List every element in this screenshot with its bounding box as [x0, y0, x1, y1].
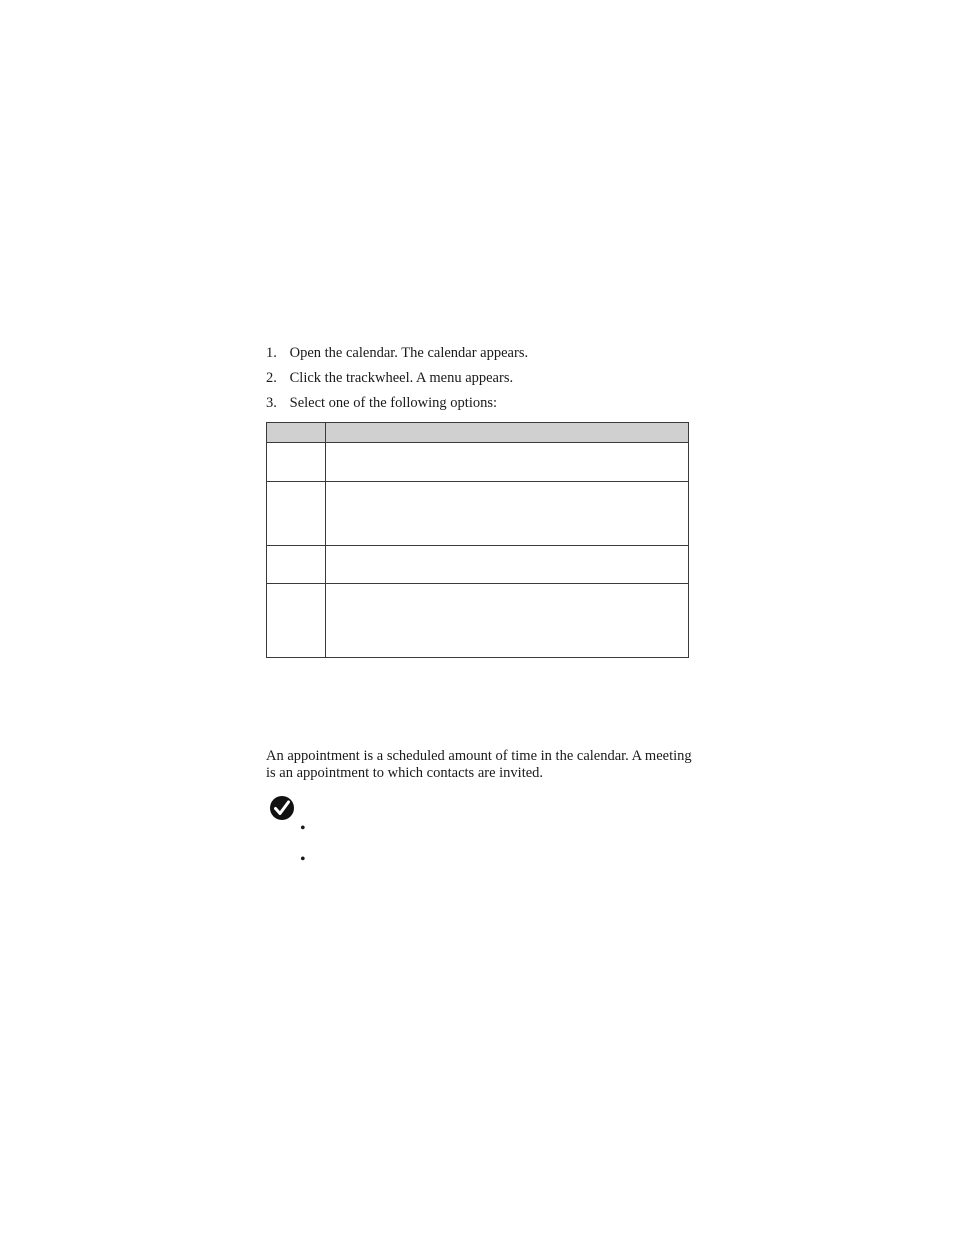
bullet-glyph: •	[300, 820, 306, 837]
step-item	[266, 394, 696, 419]
options-table	[266, 422, 689, 658]
table-row	[267, 584, 689, 658]
procedure-steps	[266, 344, 696, 419]
description-cell	[326, 584, 689, 658]
checkmark-icon	[269, 795, 295, 821]
table-row	[267, 546, 689, 584]
description-cell	[326, 546, 689, 584]
table-row	[267, 443, 689, 482]
description-cell	[326, 482, 689, 546]
step-number: 2.	[266, 370, 277, 386]
option-cell	[267, 443, 326, 482]
list-item	[300, 850, 306, 881]
option-cell	[267, 584, 326, 658]
step-text: Open the calendar. The calendar appears.	[289, 345, 529, 361]
bullet-glyph: •	[300, 851, 306, 868]
description-column-header	[326, 423, 689, 443]
note-list	[300, 819, 306, 881]
step-item	[266, 344, 696, 369]
list-item	[300, 819, 306, 850]
option-cell	[267, 546, 326, 584]
step-text: Click the trackwheel. A menu appears.	[289, 370, 514, 386]
table-row	[267, 482, 689, 546]
step-item	[266, 369, 696, 394]
option-column-header	[267, 423, 326, 443]
description-cell	[326, 443, 689, 482]
step-number: 1.	[266, 345, 277, 361]
step-text: Select one of the following options:	[289, 395, 498, 411]
step-number: 3.	[266, 395, 277, 411]
appointment-intro: An appointment is a scheduled amount of time in the calendar. A meeting is an appointment to which contacts are invited.	[266, 748, 692, 781]
table-header-row	[267, 423, 689, 443]
option-cell	[267, 482, 326, 546]
